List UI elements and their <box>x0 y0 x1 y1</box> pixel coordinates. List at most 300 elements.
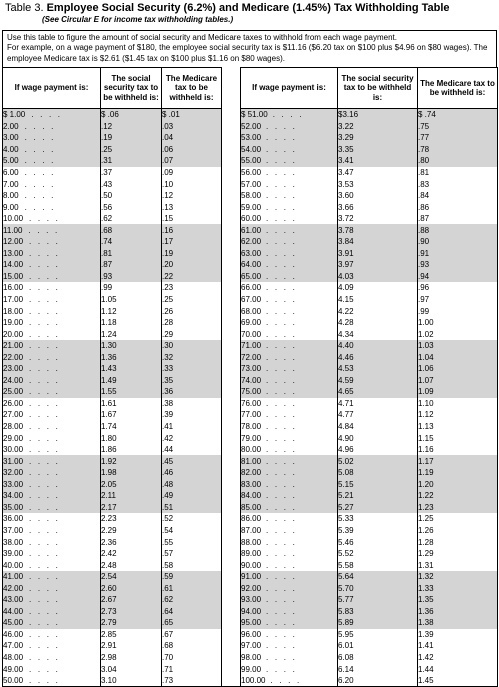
leader-dots: . . . . <box>29 560 60 570</box>
wage-amount: 35.00 <box>3 502 24 512</box>
header-medicare-left: The Medicare tax to be withheld is: <box>162 68 222 109</box>
wage-amount: 34.00 <box>3 491 24 501</box>
leader-dots: . . . . <box>266 641 297 651</box>
medicare-tax-cell: 1.10 <box>418 398 498 410</box>
wage-amount: 63.00 <box>241 248 262 258</box>
medicare-tax-cell: .45 <box>162 455 222 467</box>
header-ss-right: The social security tax to be withheld is: <box>338 68 418 109</box>
wage-amount: 45.00 <box>3 618 24 628</box>
ss-tax-cell: 3.78 <box>338 224 418 236</box>
medicare-tax-cell: 1.38 <box>418 617 498 629</box>
table-row <box>3 640 498 652</box>
ss-tax-cell: 5.83 <box>338 606 418 618</box>
column-gap <box>222 479 241 491</box>
table-row <box>3 121 498 133</box>
table-row <box>3 271 498 283</box>
medicare-tax-cell: .42 <box>162 432 222 444</box>
wage-amount: 71.00 <box>241 341 262 351</box>
leader-dots: . . . . <box>266 168 297 177</box>
medicare-tax-cell: .84 <box>418 190 498 202</box>
ss-tax-cell: 3.10 <box>101 675 162 687</box>
column-gap <box>222 317 241 329</box>
wage-cell <box>3 629 101 641</box>
column-gap <box>222 502 241 514</box>
wage-amount: 100.00 <box>241 676 266 686</box>
ss-tax-cell: 2.11 <box>101 490 162 502</box>
leader-dots: . . . . <box>29 271 60 281</box>
ss-tax-cell: 1.30 <box>101 340 162 352</box>
column-gap <box>222 571 241 583</box>
leader-dots: . . . . <box>24 121 56 131</box>
table-row <box>3 351 498 363</box>
wage-cell <box>3 351 101 363</box>
leader-dots: . . . . <box>266 468 297 478</box>
medicare-tax-cell: .78 <box>418 144 498 156</box>
table-row <box>3 224 498 236</box>
leader-dots: . . . . <box>266 341 297 351</box>
wage-cell <box>241 363 338 375</box>
leader-dots: . . . . <box>29 629 60 639</box>
table-row <box>3 305 498 317</box>
wage-amount: 54.00 <box>241 144 262 154</box>
table-row <box>3 144 498 156</box>
table-subtitle: (See Circular E for income tax withholding tables.) <box>42 15 234 24</box>
medicare-tax-cell: 1.02 <box>418 328 498 340</box>
ss-tax-cell: 3.41 <box>338 155 418 167</box>
ss-tax-cell: .87 <box>101 259 162 271</box>
leader-dots: . . . . <box>266 260 297 270</box>
column-gap <box>222 294 241 306</box>
table-row <box>3 582 498 594</box>
withholding-table <box>2 67 498 687</box>
column-gap <box>222 640 241 652</box>
leader-dots: . . . . <box>29 398 60 408</box>
ss-tax-cell: 4.46 <box>338 351 418 363</box>
ss-tax-cell: $ .06 <box>101 109 162 121</box>
wage-cell <box>241 606 338 618</box>
wage-amount: 93.00 <box>241 595 262 605</box>
medicare-tax-cell: .20 <box>162 259 222 271</box>
wage-amount: 11.00 <box>3 225 23 235</box>
wage-amount: 39.00 <box>3 549 24 559</box>
column-gap <box>222 68 241 109</box>
table-row <box>3 455 498 467</box>
wage-amount: 75.00 <box>241 387 262 397</box>
wage-amount: 69.00 <box>241 318 262 328</box>
leader-dots: . . . . <box>24 156 56 166</box>
ss-tax-cell: .68 <box>101 224 162 236</box>
wage-amount: 43.00 <box>3 595 24 605</box>
ss-tax-cell: 1.74 <box>101 421 162 433</box>
wage-cell <box>241 132 338 144</box>
column-gap <box>222 190 241 202</box>
medicare-tax-cell: .46 <box>162 467 222 479</box>
table-row <box>3 421 498 433</box>
wage-amount: 6.00 <box>3 168 19 177</box>
medicare-tax-cell: .16 <box>162 224 222 236</box>
table-row <box>3 629 498 641</box>
ss-tax-cell: 1.49 <box>101 375 162 387</box>
ss-tax-cell: 4.03 <box>338 271 418 283</box>
medicare-tax-cell: .67 <box>162 629 222 641</box>
ss-tax-cell: 4.65 <box>338 386 418 398</box>
ss-tax-cell: .37 <box>101 167 162 179</box>
medicare-tax-cell: 1.41 <box>418 640 498 652</box>
page-title <box>5 2 497 14</box>
wage-cell <box>241 432 338 444</box>
table-row <box>3 155 498 167</box>
wage-cell <box>3 305 101 317</box>
leader-dots: . . . . <box>29 445 60 455</box>
wage-amount: 42.00 <box>3 583 24 593</box>
wage-amount: 77.00 <box>241 410 262 420</box>
medicare-tax-cell: .39 <box>162 409 222 421</box>
leader-dots: . . . . <box>29 676 60 686</box>
wage-amount: 30.00 <box>3 445 24 455</box>
ss-tax-cell: 4.96 <box>338 444 418 456</box>
wage-amount: 44.00 <box>3 606 24 616</box>
medicare-tax-cell: .35 <box>162 375 222 387</box>
medicare-tax-cell: 1.19 <box>418 467 498 479</box>
ss-tax-cell: 5.33 <box>338 513 418 525</box>
wage-amount: 59.00 <box>241 202 262 212</box>
leader-dots: . . . . <box>29 237 60 247</box>
leader-dots: . . . . <box>29 595 60 605</box>
ss-tax-cell: 4.40 <box>338 340 418 352</box>
leader-dots: . . . . <box>266 583 297 593</box>
leader-dots: . . . . <box>266 456 297 466</box>
ss-tax-cell: 4.34 <box>338 328 418 340</box>
table-row <box>3 548 498 560</box>
medicare-tax-cell: .68 <box>162 640 222 652</box>
wage-cell <box>241 386 338 398</box>
table-row <box>3 409 498 421</box>
table-row <box>3 375 498 387</box>
medicare-tax-cell: .29 <box>162 328 222 340</box>
wage-amount: 50.00 <box>3 676 24 686</box>
table-row <box>3 340 498 352</box>
column-gap <box>222 340 241 352</box>
ss-tax-cell: 5.89 <box>338 617 418 629</box>
table-row <box>3 490 498 502</box>
ss-tax-cell: 3.72 <box>338 213 418 225</box>
wage-amount: 18.00 <box>3 306 24 316</box>
ss-tax-cell: 2.23 <box>101 513 162 525</box>
wage-cell <box>241 248 338 260</box>
wage-cell <box>3 190 101 202</box>
leader-dots: . . . . <box>266 271 297 281</box>
column-gap <box>222 305 241 317</box>
medicare-tax-cell: .71 <box>162 663 222 675</box>
wage-amount: 4.00 <box>3 144 19 154</box>
medicare-tax-cell: .49 <box>162 490 222 502</box>
wage-amount: 98.00 <box>241 652 262 662</box>
medicare-tax-cell: $ .01 <box>162 109 222 121</box>
instructions-example: For example, on a wage payment of $180, the employee social security tax is $11.16 ($6.20 tax on $100 plus $4.96 on $80 wages). The employee Medicare tax is $2.61 ($1.45 tax on $100 plus $1.16 on $80 wages). <box>7 43 488 63</box>
medicare-tax-cell: 1.22 <box>418 490 498 502</box>
medicare-tax-cell: 1.29 <box>418 548 498 560</box>
medicare-tax-cell: .94 <box>418 271 498 283</box>
medicare-tax-cell: .91 <box>418 248 498 260</box>
column-gap <box>222 386 241 398</box>
wage-cell <box>3 398 101 410</box>
table-row <box>3 109 498 121</box>
wage-cell <box>3 132 101 144</box>
leader-dots: . . . . <box>29 502 60 512</box>
wage-cell <box>241 582 338 594</box>
wage-cell <box>241 340 338 352</box>
medicare-tax-cell: .26 <box>162 305 222 317</box>
ss-tax-cell: 1.80 <box>101 432 162 444</box>
leader-dots: . . . . <box>29 664 60 674</box>
ss-tax-cell: 2.91 <box>101 640 162 652</box>
medicare-tax-cell: .32 <box>162 351 222 363</box>
table-row <box>3 663 498 675</box>
wage-cell <box>241 201 338 213</box>
ss-tax-cell: 4.71 <box>338 398 418 410</box>
wage-cell <box>241 178 338 190</box>
table-row <box>3 363 498 375</box>
leader-dots: . . . . <box>24 144 56 154</box>
ss-tax-cell: 1.92 <box>101 455 162 467</box>
leader-dots: . . . . <box>24 191 56 201</box>
ss-tax-cell: 2.17 <box>101 502 162 514</box>
column-gap <box>222 109 241 121</box>
wage-amount: 16.00 <box>3 283 24 293</box>
wage-amount: 72.00 <box>241 352 262 362</box>
wage-cell <box>241 224 338 236</box>
wage-cell <box>3 455 101 467</box>
medicare-tax-cell: 1.15 <box>418 432 498 444</box>
medicare-tax-cell: 1.28 <box>418 536 498 548</box>
wage-cell <box>3 248 101 260</box>
wage-amount: 37.00 <box>3 525 24 535</box>
wage-cell <box>3 617 101 629</box>
leader-dots: . . . . <box>266 410 297 420</box>
medicare-tax-cell: .10 <box>162 178 222 190</box>
leader-dots: . . . . <box>266 156 297 166</box>
wage-amount: $ 1.00 <box>3 110 26 120</box>
medicare-tax-cell: 1.25 <box>418 513 498 525</box>
wage-cell <box>3 155 101 167</box>
ss-tax-cell: 3.22 <box>338 121 418 133</box>
ss-tax-cell: 4.53 <box>338 363 418 375</box>
wage-cell <box>3 536 101 548</box>
table-number: Table 3. <box>5 2 44 14</box>
ss-tax-cell: 2.42 <box>101 548 162 560</box>
medicare-tax-cell: 1.36 <box>418 606 498 618</box>
table-row <box>3 132 498 144</box>
leader-dots: . . . . <box>266 248 297 258</box>
medicare-tax-cell: .70 <box>162 652 222 664</box>
leader-dots: . . . . <box>266 214 297 224</box>
ss-tax-cell: 1.61 <box>101 398 162 410</box>
column-gap <box>222 213 241 225</box>
ss-tax-cell: 4.59 <box>338 375 418 387</box>
column-gap <box>222 421 241 433</box>
medicare-tax-cell: 1.32 <box>418 571 498 583</box>
table-row <box>3 190 498 202</box>
ss-tax-cell: 6.20 <box>338 675 418 687</box>
wage-cell <box>3 548 101 560</box>
ss-tax-cell: 5.64 <box>338 571 418 583</box>
leader-dots: . . . . <box>266 479 297 489</box>
column-gap <box>222 490 241 502</box>
ss-tax-cell: .99 <box>101 282 162 294</box>
medicare-tax-cell: .99 <box>418 305 498 317</box>
wage-cell <box>3 663 101 675</box>
column-gap <box>222 259 241 271</box>
wage-cell <box>3 502 101 514</box>
leader-dots: . . . . <box>266 664 297 674</box>
wage-cell <box>241 455 338 467</box>
wage-amount: 92.00 <box>241 583 262 593</box>
medicare-tax-cell: 1.45 <box>418 675 498 687</box>
wage-amount: 76.00 <box>241 398 262 408</box>
wage-amount: 36.00 <box>3 514 24 524</box>
table-row <box>3 536 498 548</box>
leader-dots: . . . . <box>266 491 297 501</box>
leader-dots: . . . . <box>270 676 302 686</box>
wage-amount: 80.00 <box>241 445 262 455</box>
ss-tax-cell: .74 <box>101 236 162 248</box>
leader-dots: . . . . <box>272 110 304 120</box>
wage-cell <box>241 398 338 410</box>
ss-tax-cell: 2.54 <box>101 571 162 583</box>
medicare-tax-cell: $ .74 <box>418 109 498 121</box>
wage-amount: 97.00 <box>241 641 262 651</box>
column-gap <box>222 375 241 387</box>
wage-amount: 79.00 <box>241 433 262 443</box>
medicare-tax-cell: .61 <box>162 582 222 594</box>
leader-dots: . . . . <box>266 525 297 535</box>
wage-cell <box>241 617 338 629</box>
column-gap <box>222 652 241 664</box>
leader-dots: . . . . <box>29 214 60 224</box>
column-gap <box>222 629 241 641</box>
medicare-tax-cell: .03 <box>162 121 222 133</box>
wage-amount: 31.00 <box>3 456 24 466</box>
ss-tax-cell: 1.12 <box>101 305 162 317</box>
medicare-tax-cell: .51 <box>162 502 222 514</box>
ss-tax-cell: 5.77 <box>338 594 418 606</box>
medicare-tax-cell: .77 <box>418 132 498 144</box>
ss-tax-cell: 5.21 <box>338 490 418 502</box>
ss-tax-cell: 1.55 <box>101 386 162 398</box>
wage-amount: 29.00 <box>3 433 24 443</box>
column-gap <box>222 132 241 144</box>
ss-tax-cell: 3.60 <box>338 190 418 202</box>
wage-amount: 57.00 <box>241 179 262 189</box>
ss-tax-cell: 5.46 <box>338 536 418 548</box>
header-wage-right: If wage payment is: <box>241 68 338 109</box>
wage-amount: 82.00 <box>241 468 262 478</box>
wage-amount: 8.00 <box>3 191 19 201</box>
column-gap <box>222 467 241 479</box>
medicare-tax-cell: .23 <box>162 282 222 294</box>
wage-amount: 20.00 <box>3 329 24 339</box>
wage-cell <box>3 606 101 618</box>
ss-tax-cell: 3.47 <box>338 167 418 179</box>
medicare-tax-cell: 1.16 <box>418 444 498 456</box>
wage-cell <box>3 375 101 387</box>
wage-amount: 56.00 <box>241 168 262 177</box>
table-title: Employee Social Security (6.2%) and Medicare (1.45%) Tax Withholding Table <box>46 2 450 14</box>
wage-cell <box>241 213 338 225</box>
leader-dots: . . . . <box>266 398 297 408</box>
wage-amount: 64.00 <box>241 260 262 270</box>
wage-amount: 83.00 <box>241 479 262 489</box>
wage-cell <box>241 594 338 606</box>
ss-tax-cell: .43 <box>101 178 162 190</box>
table-row <box>3 282 498 294</box>
column-gap <box>222 432 241 444</box>
wage-cell <box>241 144 338 156</box>
wage-cell <box>241 675 338 687</box>
ss-tax-cell: .12 <box>101 121 162 133</box>
medicare-tax-cell: .62 <box>162 594 222 606</box>
medicare-tax-cell: .52 <box>162 513 222 525</box>
wage-cell <box>241 536 338 548</box>
leader-dots: . . . . <box>266 295 297 305</box>
leader-dots: . . . . <box>29 283 60 293</box>
wage-amount: $ 51.00 <box>241 110 268 120</box>
wage-cell <box>241 548 338 560</box>
wage-cell <box>3 444 101 456</box>
medicare-tax-cell: 1.39 <box>418 629 498 641</box>
wage-amount: 87.00 <box>241 525 262 535</box>
wage-amount: 85.00 <box>241 502 262 512</box>
table-row <box>3 606 498 618</box>
wage-cell <box>241 525 338 537</box>
wage-cell <box>241 640 338 652</box>
table-row <box>3 617 498 629</box>
medicare-tax-cell: .22 <box>162 271 222 283</box>
ss-tax-cell: 1.36 <box>101 351 162 363</box>
wage-amount: 86.00 <box>241 514 262 524</box>
medicare-tax-cell: 1.07 <box>418 375 498 387</box>
ss-tax-cell: 4.28 <box>338 317 418 329</box>
wage-amount: 73.00 <box>241 364 262 374</box>
wage-amount: 99.00 <box>241 664 262 674</box>
wage-amount: 90.00 <box>241 560 262 570</box>
leader-dots: . . . . <box>266 445 297 455</box>
medicare-tax-cell: .15 <box>162 213 222 225</box>
leader-dots: . . . . <box>266 121 297 131</box>
wage-amount: 24.00 <box>3 375 24 385</box>
wage-cell <box>241 282 338 294</box>
wage-amount: 2.00 <box>3 121 19 131</box>
column-gap <box>222 363 241 375</box>
leader-dots: . . . . <box>29 260 60 270</box>
medicare-tax-cell: .59 <box>162 571 222 583</box>
table-row <box>3 398 498 410</box>
column-gap <box>222 582 241 594</box>
wage-amount: 15.00 <box>3 271 24 281</box>
wage-cell <box>3 513 101 525</box>
wage-cell <box>241 121 338 133</box>
medicare-tax-cell: .41 <box>162 421 222 433</box>
wage-cell <box>241 351 338 363</box>
ss-tax-cell: 2.60 <box>101 582 162 594</box>
wage-amount: 21.00 <box>3 341 24 351</box>
ss-tax-cell: 4.77 <box>338 409 418 421</box>
wage-cell <box>3 259 101 271</box>
wage-amount: 81.00 <box>241 456 262 466</box>
header-ss-left: The social security tax to be withheld is: <box>101 68 162 109</box>
medicare-tax-cell: 1.13 <box>418 421 498 433</box>
medicare-tax-cell: .81 <box>418 167 498 179</box>
